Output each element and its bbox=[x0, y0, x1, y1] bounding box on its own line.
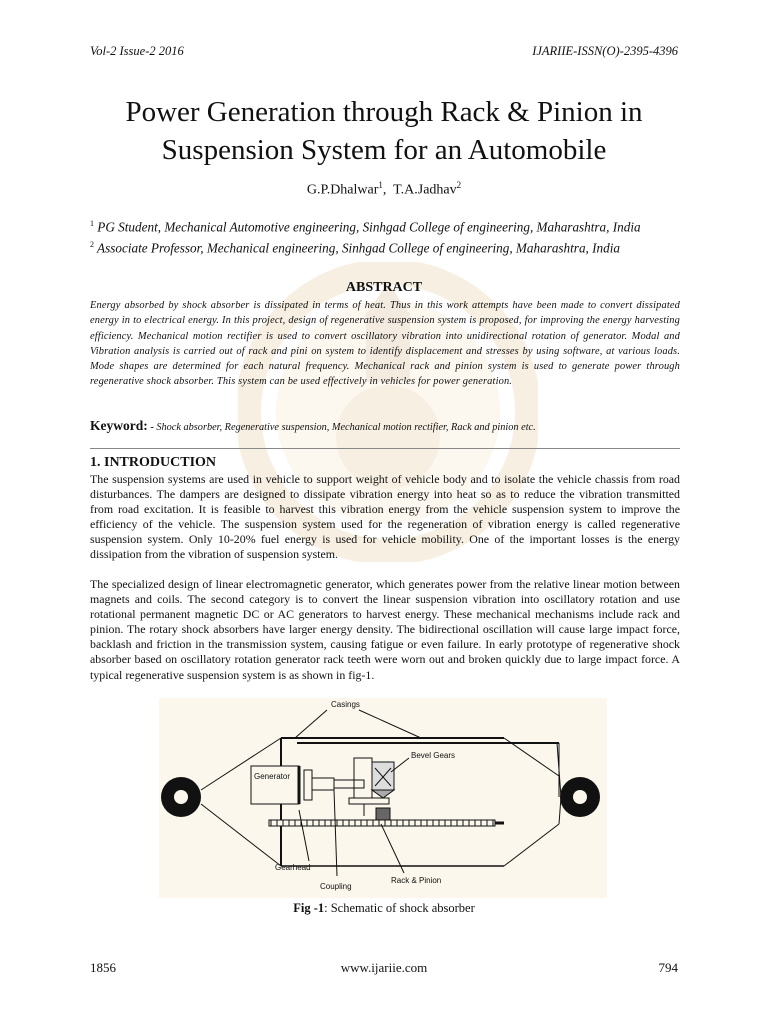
affiliation-line bbox=[90, 215, 680, 236]
intro-paragraph-2: The specialized design of linear electromagnetic generator, which generates power from the relative linear motion between magnets and coils. The second category is to convert the linear suspension vibration into oscillatory rotation and use rotational permanent magnetic DC or AC generators to harvest energy. These mechanical mechanisms include rack and pinion. The rotary shock absorbers have larger energy density. The bidirectional oscillation will cause large impact force, backlash and friction in the transmission system, causing fatigue or even failure. In early prototype of regenerative shock absorber based on oscillatory rotation generator rack teeth were worn out and broken quickly due to large impact force. A typical regenerative suspension system is as shown in fig-1. bbox=[90, 577, 680, 682]
label-coupling: Coupling bbox=[320, 882, 352, 891]
author-line bbox=[0, 180, 768, 199]
abstract-body: Energy absorbed by shock absorber is dissipated in terms of heat. Thus in this work attempts have been made to convert dissipated energy in to electrical energy. In this project, design of regenerative suspension system is proposed, for improving the energy harvesting efficiency. Mechanical motion rectifier is used to convert oscillatory vibration into unidirectional rotation of generator. Modal and Vibration analysis is carried out of rack and pini on system to identify displacement and stresses by using software, at various loads. Mode shapes are determined for each natural frequency. Mechanical rack and pinion system is used to generate power through regenerative shock absorber. This system can be used effectively in vehicles for power generation. bbox=[90, 300, 680, 388]
journal-volume: Vol-2 Issue-2 2016 bbox=[90, 44, 184, 58]
affiliation-line bbox=[90, 236, 680, 257]
left-eye-mount bbox=[161, 777, 201, 817]
author-name: T.A.Jadhav bbox=[393, 182, 457, 198]
label-casings: Casings bbox=[331, 700, 360, 709]
footer-page-number: 794 bbox=[658, 960, 678, 975]
figure-caption-label: Fig -1 bbox=[293, 901, 325, 915]
affiliation-mark: 1 bbox=[90, 219, 94, 228]
footer-website: www.ijariie.com bbox=[340, 960, 428, 975]
rack bbox=[269, 820, 504, 826]
paper-title: Power Generation through Rack & Pinion in Suspension System for an Automobile bbox=[125, 96, 643, 166]
abstract-heading: ABSTRACT bbox=[345, 280, 423, 295]
keyword-dash: - bbox=[147, 422, 157, 433]
label-bevel-gears: Bevel Gears bbox=[411, 751, 456, 760]
journal-issn: IJARIIE-ISSN(O)-2395-4396 bbox=[532, 44, 678, 58]
figure-caption-text: : Schematic of shock absorber bbox=[324, 901, 475, 915]
label-generator: Generator bbox=[254, 772, 291, 781]
shaft bbox=[334, 780, 364, 788]
right-eye-mount bbox=[560, 777, 600, 817]
keyword-label: Keyword: bbox=[90, 418, 148, 433]
author-name: G.P.Dhalwar bbox=[306, 182, 379, 198]
section-heading-introduction: 1. INTRODUCTION bbox=[90, 455, 217, 470]
label-gearhead: Gearhead bbox=[275, 863, 311, 872]
footer-left-number: 1856 bbox=[90, 960, 116, 975]
affiliation-text: Associate Professor, Mechanical engineering, Sinhgad College of engineering, Maharashtra, India bbox=[94, 240, 620, 256]
gearhead-block bbox=[304, 770, 312, 800]
figure-caption bbox=[0, 901, 768, 916]
keyword-text: Shock absorber, Regenerative suspension, Mechanical motion rectifier, Rack and pinion etc. bbox=[156, 422, 536, 433]
coupling-block bbox=[312, 778, 334, 790]
author-affil-mark: 1 bbox=[378, 180, 383, 190]
shock-absorber-schematic bbox=[159, 698, 607, 898]
label-rack-pinion: Rack & Pinion bbox=[391, 876, 442, 885]
bevel-gears bbox=[372, 762, 394, 798]
affiliation-text: PG Student, Mechanical Automotive engineering, Sinhgad College of engineering, Maharashtra, India bbox=[94, 219, 641, 235]
keywords bbox=[90, 418, 680, 434]
affiliation-mark: 2 bbox=[90, 240, 94, 250]
affiliations bbox=[90, 215, 680, 258]
intro-paragraph-1: The suspension systems are used in vehicle to support weight of vehicle body and to isolate the vehicle chassis from road disturbances. The dampers are designed to dissipate vibration energy into heat so as to reduce the vibration transmitted from road excitation. It is feasible to harvest this vibration energy from the vehicle suspension system to improve the efficiency of the vehicle. The suspension system used for the regeneration of vibration energy is called regenerative suspension system. Only 10-20% fuel energy is used for vehicle mobility. One of the important losses is the energy dissipation from the vibration of suspension system. bbox=[90, 472, 680, 562]
section-divider bbox=[90, 448, 680, 449]
author-separator: , bbox=[382, 182, 394, 198]
author-affil-mark: 2 bbox=[456, 180, 462, 190]
